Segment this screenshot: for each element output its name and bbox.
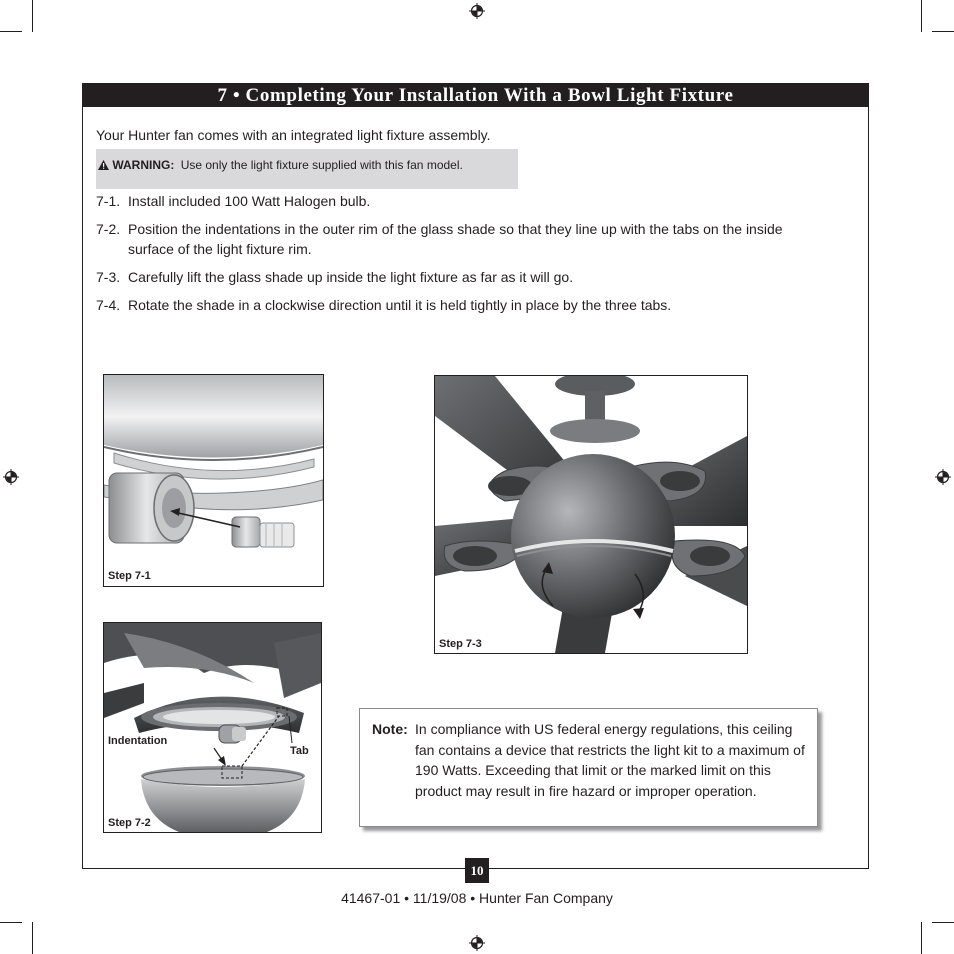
warning-triangle-icon: [98, 160, 109, 170]
note-text: [415, 719, 810, 801]
registration-mark-icon: [469, 935, 485, 951]
step-text: Install included 100 Watt Halogen bulb.: [128, 193, 371, 209]
step-number: 7-1.: [96, 193, 121, 209]
registration-mark-icon: [935, 469, 951, 485]
figure-label: Step 7-3: [439, 638, 482, 650]
step-text: Rotate the shade in a clockwise direction until it is held tightly in place by the three tabs.: [128, 297, 672, 313]
figure-step-7-3: [434, 375, 748, 654]
footer: 41467-01 • 11/19/08 • Hunter Fan Company: [341, 890, 613, 906]
crop-mark: [0, 31, 22, 32]
callout-tab: Tab: [290, 745, 309, 757]
crop-mark: [921, 0, 922, 32]
intro-text: Your Hunter fan comes with an integrated light fixture assembly.: [96, 127, 491, 143]
crop-mark: [32, 0, 33, 32]
shade-alignment-illustration: [104, 623, 321, 832]
page-number: 10: [465, 858, 489, 883]
step-text: Carefully lift the glass shade up inside the light fixture as far as it will go.: [128, 269, 574, 285]
figure-step-7-1: [103, 374, 324, 587]
registration-mark-icon: [3, 469, 19, 485]
shade-rotation-illustration: [435, 376, 747, 653]
crop-mark: [32, 922, 33, 954]
note-message: In compliance with US federal energy regulations, this ceiling fan contains a device that restricts the light kit to a maximum of 190 Watts. Exceeding that limit or the marked limit on this product may result in fire hazard or improper operation.: [415, 721, 805, 799]
note-label: Note:: [372, 721, 408, 737]
callout-indentation: Indentation: [108, 735, 168, 747]
warning-label: WARNING:: [112, 158, 175, 172]
warning: [98, 157, 463, 174]
crop-mark: [932, 922, 954, 923]
crop-mark: [0, 922, 22, 923]
figure-label: Step 7-1: [108, 570, 151, 582]
note-box: [359, 708, 818, 827]
section-title: 7 • Completing Your Installation With a Bowl Light Fixture: [82, 83, 869, 107]
step-number: 7-4.: [96, 297, 121, 313]
bulb-installation-illustration: [104, 375, 323, 586]
step-text: Position the indentations in the outer rim of the glass shade so that they line up with the tabs on the inside surface of the light fixture rim.: [128, 221, 783, 257]
step-number: 7-3.: [96, 269, 121, 285]
warning-message: Use only the light fixture supplied with this fan model.: [180, 158, 463, 172]
crop-mark: [921, 922, 922, 954]
crop-mark: [932, 31, 954, 32]
registration-mark-icon: [469, 3, 485, 19]
step-number: 7-2.: [96, 221, 121, 237]
figure-step-7-2: [103, 622, 322, 833]
figure-label: Step 7-2: [108, 817, 151, 829]
